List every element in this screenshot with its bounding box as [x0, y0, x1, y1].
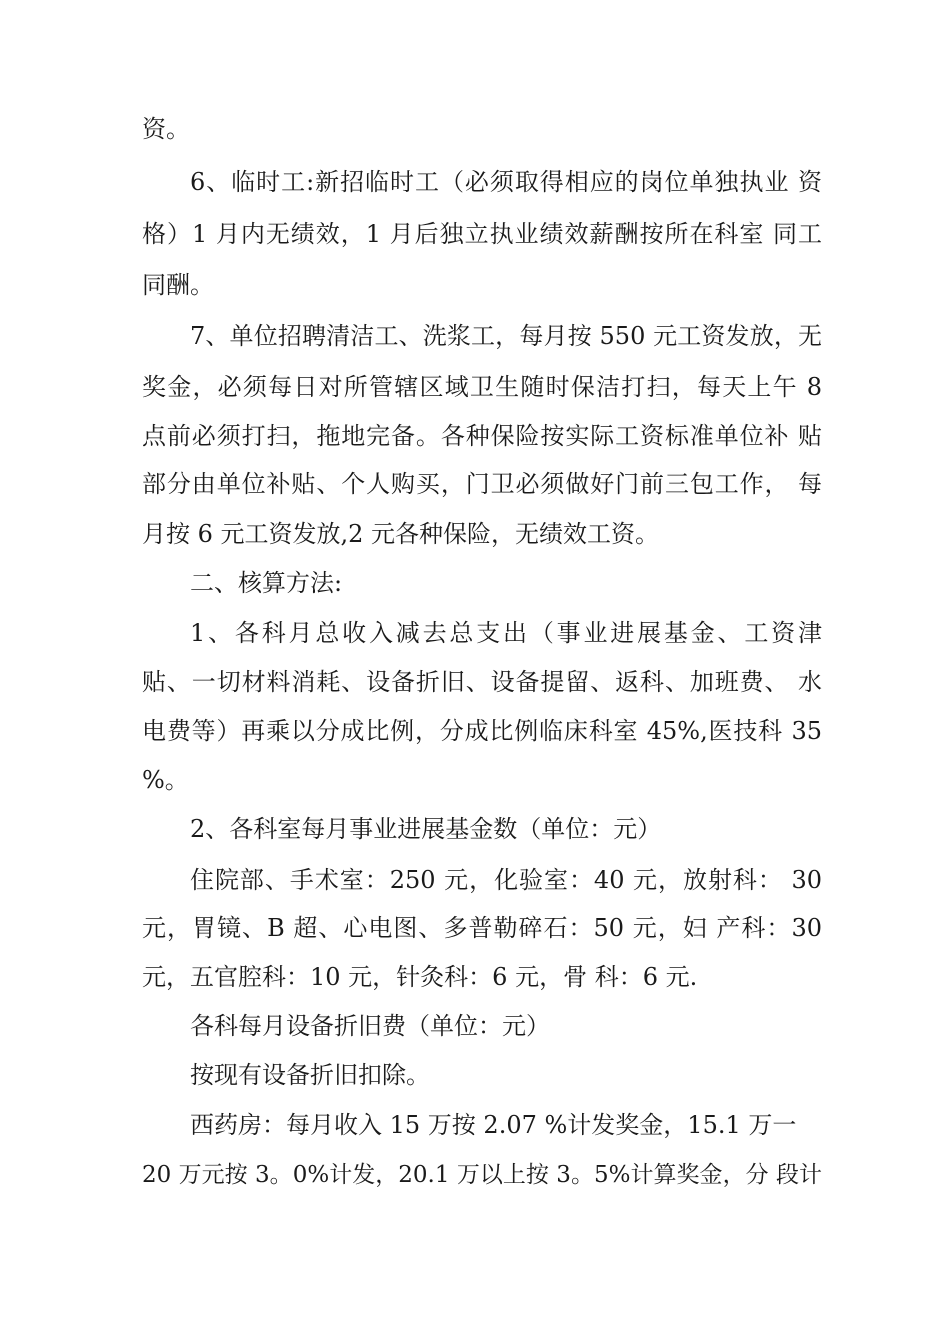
text-line: 点前必须打扫，拖地完备。各种保险按实际工资标准单位补 贴 [142, 422, 822, 450]
text-line: 同酬。 [142, 271, 214, 299]
text-line: 住院部、手术室：250 元，化验室：40 元，放射科： 30 [190, 866, 822, 894]
text-line: 资。 [142, 115, 190, 143]
text-line: 部分由单位补贴、个人购买，门卫必须做好门前三包工作， 每 [142, 470, 822, 498]
text-line: 各科每月设备折旧费（单位：元） [190, 1012, 550, 1040]
text-line: 20 万元按 3。0%计发，20.1 万以上按 3。5%计算奖金，分 段计 [142, 1162, 822, 1188]
section-heading: 二、核算方法: [190, 569, 343, 597]
text-line: 6、临时工:新招临时工（必须取得相应的岗位单独执业 资 [190, 168, 822, 196]
text-line: 元，五官腔科：10 元，针灸科：6 元，骨 科：6 元. [142, 963, 698, 991]
text-line: 按现有设备折旧扣除。 [190, 1061, 430, 1089]
text-line: 西药房：每月收入 15 万按 2.07 %计发奖金，15.1 万一 [190, 1111, 797, 1139]
text-line: 月按 6 元工资发放,2 元各种保险，无绩效工资。 [142, 520, 660, 548]
text-line: 奖金，必须每日对所管辖区域卫生随时保洁打扫，每天上午 8 [142, 373, 822, 401]
text-line: 元，胃镜、B 超、心电图、多普勒碎石：50 元，妇 产科：30 [142, 914, 822, 942]
text-line: %。 [142, 766, 189, 794]
text-line: 电费等）再乘以分成比例，分成比例临床科室 45%,医技科 35 [142, 717, 822, 745]
text-line: 1、各科月总收入减去总支出（事业进展基金、工资津 [190, 619, 822, 647]
text-line: 7、单位招聘清洁工、洗浆工，每月按 550 元工资发放，无 [190, 322, 822, 350]
text-line: 格）1 月内无绩效，1 月后独立执业绩效薪酬按所在科室 同工 [142, 220, 822, 248]
text-line: 2、各科室每月事业进展基金数（单位：元） [190, 815, 662, 843]
text-line: 贴、一切材料消耗、设备折旧、设备提留、返科、加班费、 水 [142, 668, 822, 696]
